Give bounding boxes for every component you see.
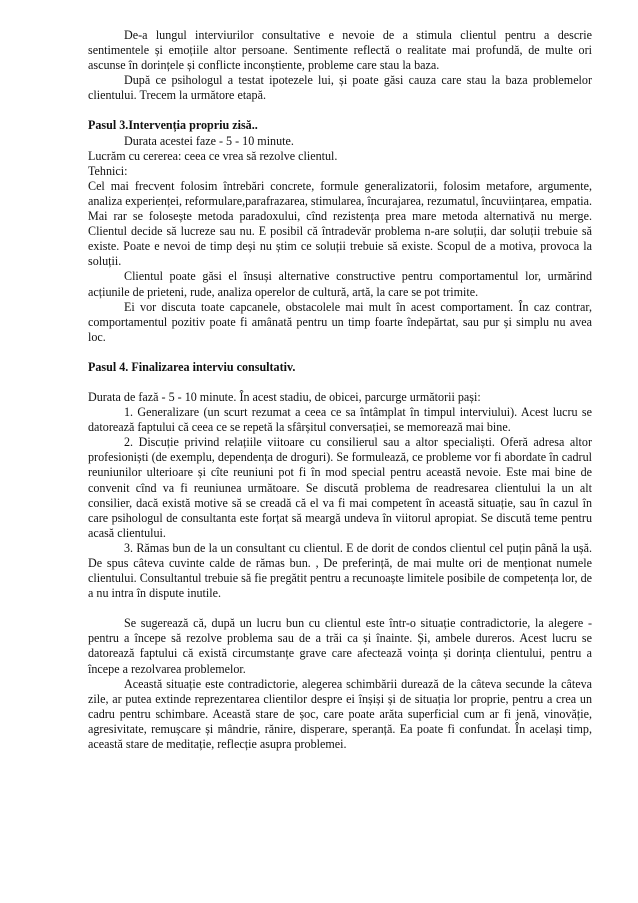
spacer xyxy=(88,601,592,616)
spacer xyxy=(88,103,592,118)
paragraph: Se sugerează că, după un lucru bun cu clientul este într-o situație contradictorie, la alegere - pentru a începe să rezolve problema sau de a trăi ca și înainte. Și, ambele dureros. Acest lucru se datorează faptului că există circumstanțe grave care afectează voința și dorința clientului, pentru a începe a rezolvarea problemelor. xyxy=(88,616,592,676)
paragraph: Cel mai frecvent folosim întrebări concrete, formule generalizatorii, folosim metafore, argumente, analiza experienței, reformulare,parafrazarea, stimularea, încurajarea, rezumatul, încuviințarea, empatia. Mai rar se folosește metoda paradoxului, cînd rezistența prea mare metoda alternativă nu merge. Clientul decide să lucreze sau nu. E posibil că întradevăr problema n-are soluții, dar soluții trebuie să existe. Poate e nevoi de timp deși nu știm ce soluții trebuie să existe. Scopul de a motiva, provoca la soluții. xyxy=(88,178,592,269)
paragraph: După ce psihologul a testat ipotezele lui, și poate găsi cauza care stau la baza problemelor clientului. Trecem la următore etapă. xyxy=(88,73,592,103)
paragraph: Ei vor discuta toate capcanele, obstacolele mai mult în acest comportament. În caz contrar, comportamentul pozitiv poate fi amânată pentru un timp foarte îndepărtat, sau pur și simplu nu avea loc. xyxy=(88,299,592,344)
document-page xyxy=(88,28,592,752)
paragraph: Clientul poate găsi el însuși alternative constructive pentru comportamentul lor, urmărind acțiunile de prieteni, rude, analiza operelor de cultură, artă, la care se pot trimite. xyxy=(88,269,592,299)
paragraph: Această situație este contradictorie, alegerea schimbării durează de la câteva secunde la câteva zile, ar putea extinde reprezentarea clientilor despre ei înșiși și de situația lor proprie, pentru a crea un cadru pentru schimbare. Această stare de șoc, care poate arăta superficial cum ar fi jenă, vinovăție, agresivitate, remușcare și mândrie, rănire, disperare, speranță. Ea poate fi confundat. În același timp, această stare de meditație, reflecție asupra problemei. xyxy=(88,676,592,752)
spacer xyxy=(88,345,592,360)
section-heading: Pasul 3.Intervenția propriu zisă.. xyxy=(88,118,258,133)
paragraph: Tehnici: xyxy=(88,163,128,178)
paragraph: Durata acestei faze - 5 - 10 minute. xyxy=(124,133,294,148)
paragraph: 3. Rămas bun de la un consultant cu clientul. E de dorit de condos clientul cel puțin până la ușă. De spus câteva cuvinte calde de rămas bun. , De preferință, de mai multe ori de menționat numele clientului. Consultantul trebuie să fie pregătit pentru a recunoaște limitele posibile de competența lor, de a nu intra în dispute inutile. xyxy=(88,540,592,601)
paragraph: 1. Generalizare (un scurt rezumat a ceea ce sa întâmplat în timpul interviului). Acest lucru se datorează faptului că ceea ce se repetă la sfârșitul conversației, se memorează mai bine. xyxy=(88,405,592,435)
paragraph: De-a lungul interviurilor consultative e nevoie de a stimula clientul pentru a descrie sentimentele și emoțiile altor persoane. Sentimente reflectă o realitate mai profundă, de multe ori ascunse în dorințele și conflicte inconștiente, probleme care stau la baza. xyxy=(88,28,592,73)
section-heading: Pasul 4. Finalizarea interviu consultativ. xyxy=(88,359,296,374)
paragraph: Lucrăm cu cererea: ceea ce vrea să rezolve clientul. xyxy=(88,148,338,163)
paragraph: Durata de fază - 5 - 10 minute. În acest stadiu, de obicei, parcurge următorii pași: xyxy=(88,389,481,404)
spacer xyxy=(88,375,592,390)
paragraph: 2. Discuție privind relațiile viitoare cu consilierul sau a altor specialiști. Oferă adresa altor profesioniști (de exemplu, dependența de droguri). Se formulează, ce probleme vor fi abordate în cadrul reuniunilor ulterioare și cîte reuniuni pot fi în mod special pentru această nevoie. Este mai bine de convenit cînd va fi reuniunea următoare. Se discută problema de readresarea clientului la un alt consilier, dacă există motive să se creadă că el va fi mai competent în această situație, sau în cazul în care psihologul de consultanta este forțat să meargă undeva în viitorul apropiat. Se discută teme pentru acasă clientului. xyxy=(88,435,592,540)
